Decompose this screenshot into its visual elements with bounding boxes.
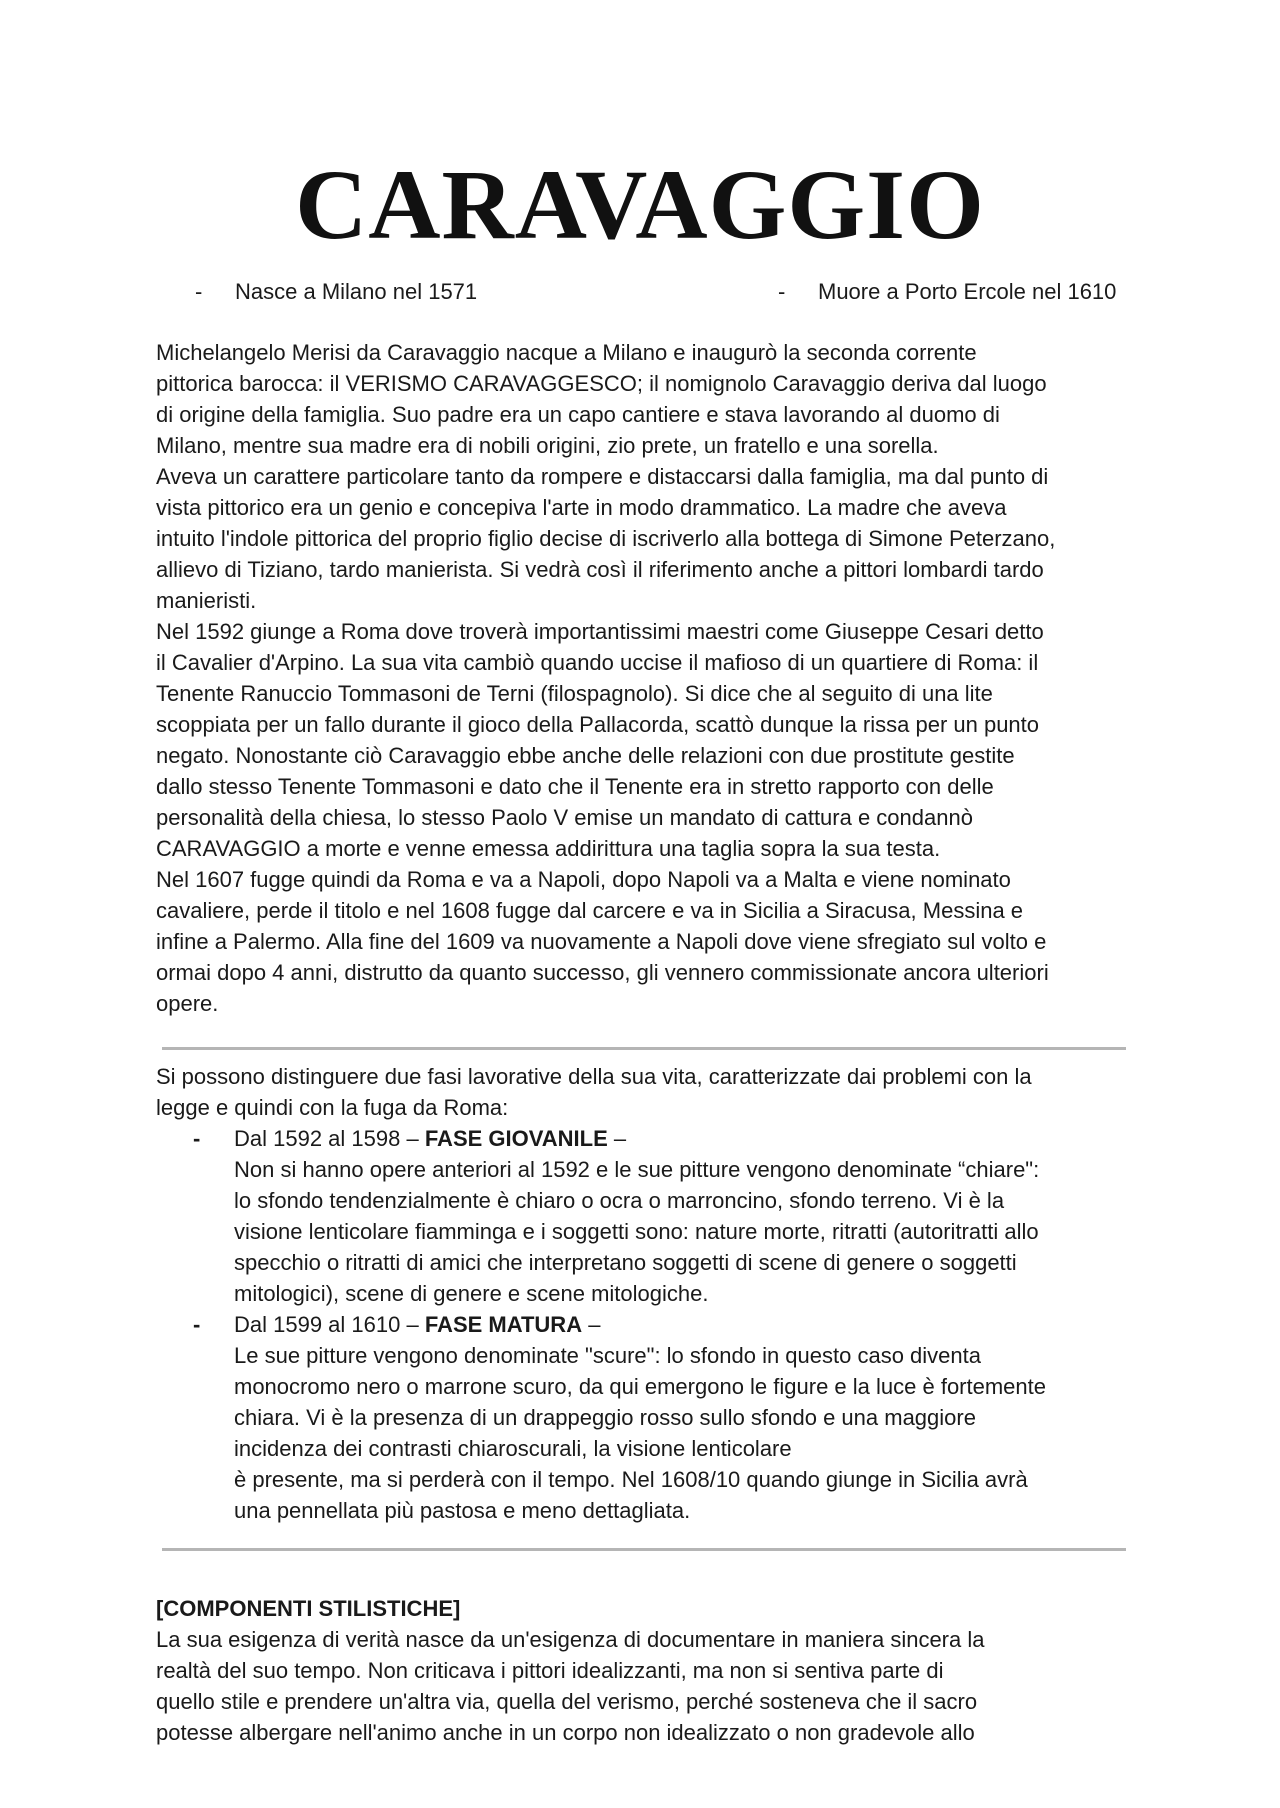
- phase-line: chiara. Vi è la presenza di un drappeggio rosso sullo sfondo e una maggiore: [234, 1405, 976, 1430]
- intro-line: cavaliere, perde il titolo e nel 1608 fugge dal carcere e va in Sicilia a Siracusa, Messina e: [156, 898, 1024, 923]
- phases-intro-line: legge e quindi con la fuga da Roma:: [156, 1095, 509, 1120]
- death-text: Muore a Porto Ercole nel 1610: [818, 279, 1117, 304]
- section-divider: [162, 1548, 1126, 1551]
- phase-line: mitologici), scene di genere e scene mitologiche.: [234, 1281, 709, 1306]
- components-heading: [COMPONENTI STILISTICHE]: [156, 1596, 461, 1621]
- phase-period: Dal 1599 al 1610 –: [234, 1312, 425, 1337]
- components-line: potesse albergare nell'animo anche in un corpo non idealizzato o non gradevole allo: [156, 1720, 975, 1745]
- phases-intro-line: Si possono distinguere due fasi lavorative della sua vita, caratterizzate dai problemi con la: [156, 1064, 1032, 1089]
- phase-heading: [234, 1309, 1136, 1340]
- intro-line: manieristi.: [156, 588, 257, 613]
- phase-line: visione lenticolare fiamminga e i soggetti sono: nature morte, ritratti (autoritratti allo: [234, 1219, 1039, 1244]
- intro-line: ormai dopo 4 anni, distrutto da quanto successo, gli vennero commissionate ancora ulteriori: [156, 960, 1049, 985]
- phase-line: Le sue pitture vengono denominate "scure": lo sfondo in questo caso diventa: [234, 1343, 982, 1368]
- intro-line: personalità della chiesa, lo stesso Paolo V emise un mandato di cattura e condannò: [156, 805, 973, 830]
- intro-line: vista pittorico era un genio e concepiva l'arte in modo drammatico. La madre che aveva: [156, 495, 1007, 520]
- intro-line: il Cavalier d'Arpino. La sua vita cambiò quando uccise il mafioso di un quartiere di Roma: il: [156, 650, 1039, 675]
- phase-line: una pennellata più pastosa e meno dettagliata.: [234, 1498, 691, 1523]
- phase-line: specchio o ritratti di amici che interpretano soggetti di scene di genere o soggetti: [234, 1250, 1017, 1275]
- intro-line: infine a Palermo. Alla fine del 1609 va nuovamente a Napoli dove viene sfregiato sul volto e: [156, 929, 1047, 954]
- intro-line: Nel 1592 giunge a Roma dove troverà importantissimi maestri come Giuseppe Cesari detto: [156, 619, 1044, 644]
- intro-line: Michelangelo Merisi da Caravaggio nacque a Milano e inaugurò la seconda corrente: [156, 340, 977, 365]
- intro-line: Milano, mentre sua madre era di nobili origini, zio prete, un fratello e una sorella.: [156, 433, 939, 458]
- phase-item-matura: [156, 1309, 1136, 1526]
- death-line: [778, 276, 1116, 307]
- phase-period: Dal 1592 al 1598 –: [234, 1126, 425, 1151]
- birth-line: [195, 276, 477, 307]
- phase-bullet: -: [193, 1126, 201, 1151]
- birth-dash: -: [195, 279, 203, 304]
- phase-line: è presente, ma si perderà con il tempo. Nel 1608/10 quando giunge in Sicilia avrà: [234, 1467, 1028, 1492]
- intro-line: pittorica barocca: il VERISMO CARAVAGGESCO; il nomignolo Caravaggio deriva dal luogo: [156, 371, 1047, 396]
- intro-line: allievo di Tiziano, tardo manierista. Si vedrà così il riferimento anche a pittori lombardi tardo: [156, 557, 1044, 582]
- intro-line: intuito l'indole pittorica del proprio figlio decise di iscriverlo alla bottega di Simone Peterzano,: [156, 526, 1056, 551]
- intro-line: opere.: [156, 991, 219, 1016]
- phase-dash: –: [607, 1126, 627, 1151]
- components-section: [156, 1593, 1136, 1748]
- intro-paragraph: [156, 337, 1136, 1019]
- intro-line: Nel 1607 fugge quindi da Roma e va a Napoli, dopo Napoli va a Malta e viene nominato: [156, 867, 1011, 892]
- death-dash: -: [778, 279, 786, 304]
- phase-name: FASE GIOVANILE: [424, 1126, 608, 1151]
- intro-line: CARAVAGGIO a morte e venne emessa addirittura una taglia sopra la sua testa.: [156, 836, 941, 861]
- phase-line: incidenza dei contrasti chiaroscurali, la visione lenticolare: [234, 1436, 792, 1461]
- components-line: realtà del suo tempo. Non criticava i pittori idealizzanti, ma non si sentiva parte di: [156, 1658, 944, 1683]
- intro-line: negato. Nonostante ciò Caravaggio ebbe anche delle relazioni con due prostitute gestite: [156, 743, 1015, 768]
- intro-line: Tenente Ranuccio Tommasoni de Terni (filospagnolo). Si dice che al seguito di una lite: [156, 681, 993, 706]
- intro-line: scoppiata per un fallo durante il gioco della Pallacorda, scattò dunque la rissa per un punto: [156, 712, 1040, 737]
- phase-line: monocromo nero o marrone scuro, da qui emergono le figure e la luce è fortemente: [234, 1374, 1046, 1399]
- intro-line: di origine della famiglia. Suo padre era un capo cantiere e stava lavorando al duomo di: [156, 402, 1000, 427]
- phase-dash: –: [582, 1312, 601, 1337]
- page-title: CARAVAGGIO: [295, 149, 985, 260]
- phase-heading: [234, 1123, 1136, 1154]
- components-line: quello stile e prendere un'altra via, quella del verismo, perché sosteneva che il sacro: [156, 1689, 978, 1714]
- phase-name: FASE MATURA: [424, 1312, 583, 1337]
- phase-line: Non si hanno opere anteriori al 1592 e le sue pitture vengono denominate “chiare":: [234, 1157, 1040, 1182]
- phase-bullet: -: [193, 1312, 201, 1337]
- section-divider: [162, 1047, 1126, 1050]
- intro-line: Aveva un carattere particolare tanto da rompere e distaccarsi dalla famiglia, ma dal punto di: [156, 464, 1049, 489]
- phase-item-giovanile: [156, 1123, 1136, 1309]
- phases-section: [156, 1061, 1136, 1526]
- birth-text: Nasce a Milano nel 1571: [235, 279, 478, 304]
- phase-line: lo sfondo tendenzialmente è chiaro o ocra o marroncino, sfondo terreno. Vi è la: [234, 1188, 1005, 1213]
- components-line: La sua esigenza di verità nasce da un'esigenza di documentare in maniera sincera la: [156, 1627, 985, 1652]
- intro-line: dallo stesso Tenente Tommasoni e dato che il Tenente era in stretto rapporto con delle: [156, 774, 994, 799]
